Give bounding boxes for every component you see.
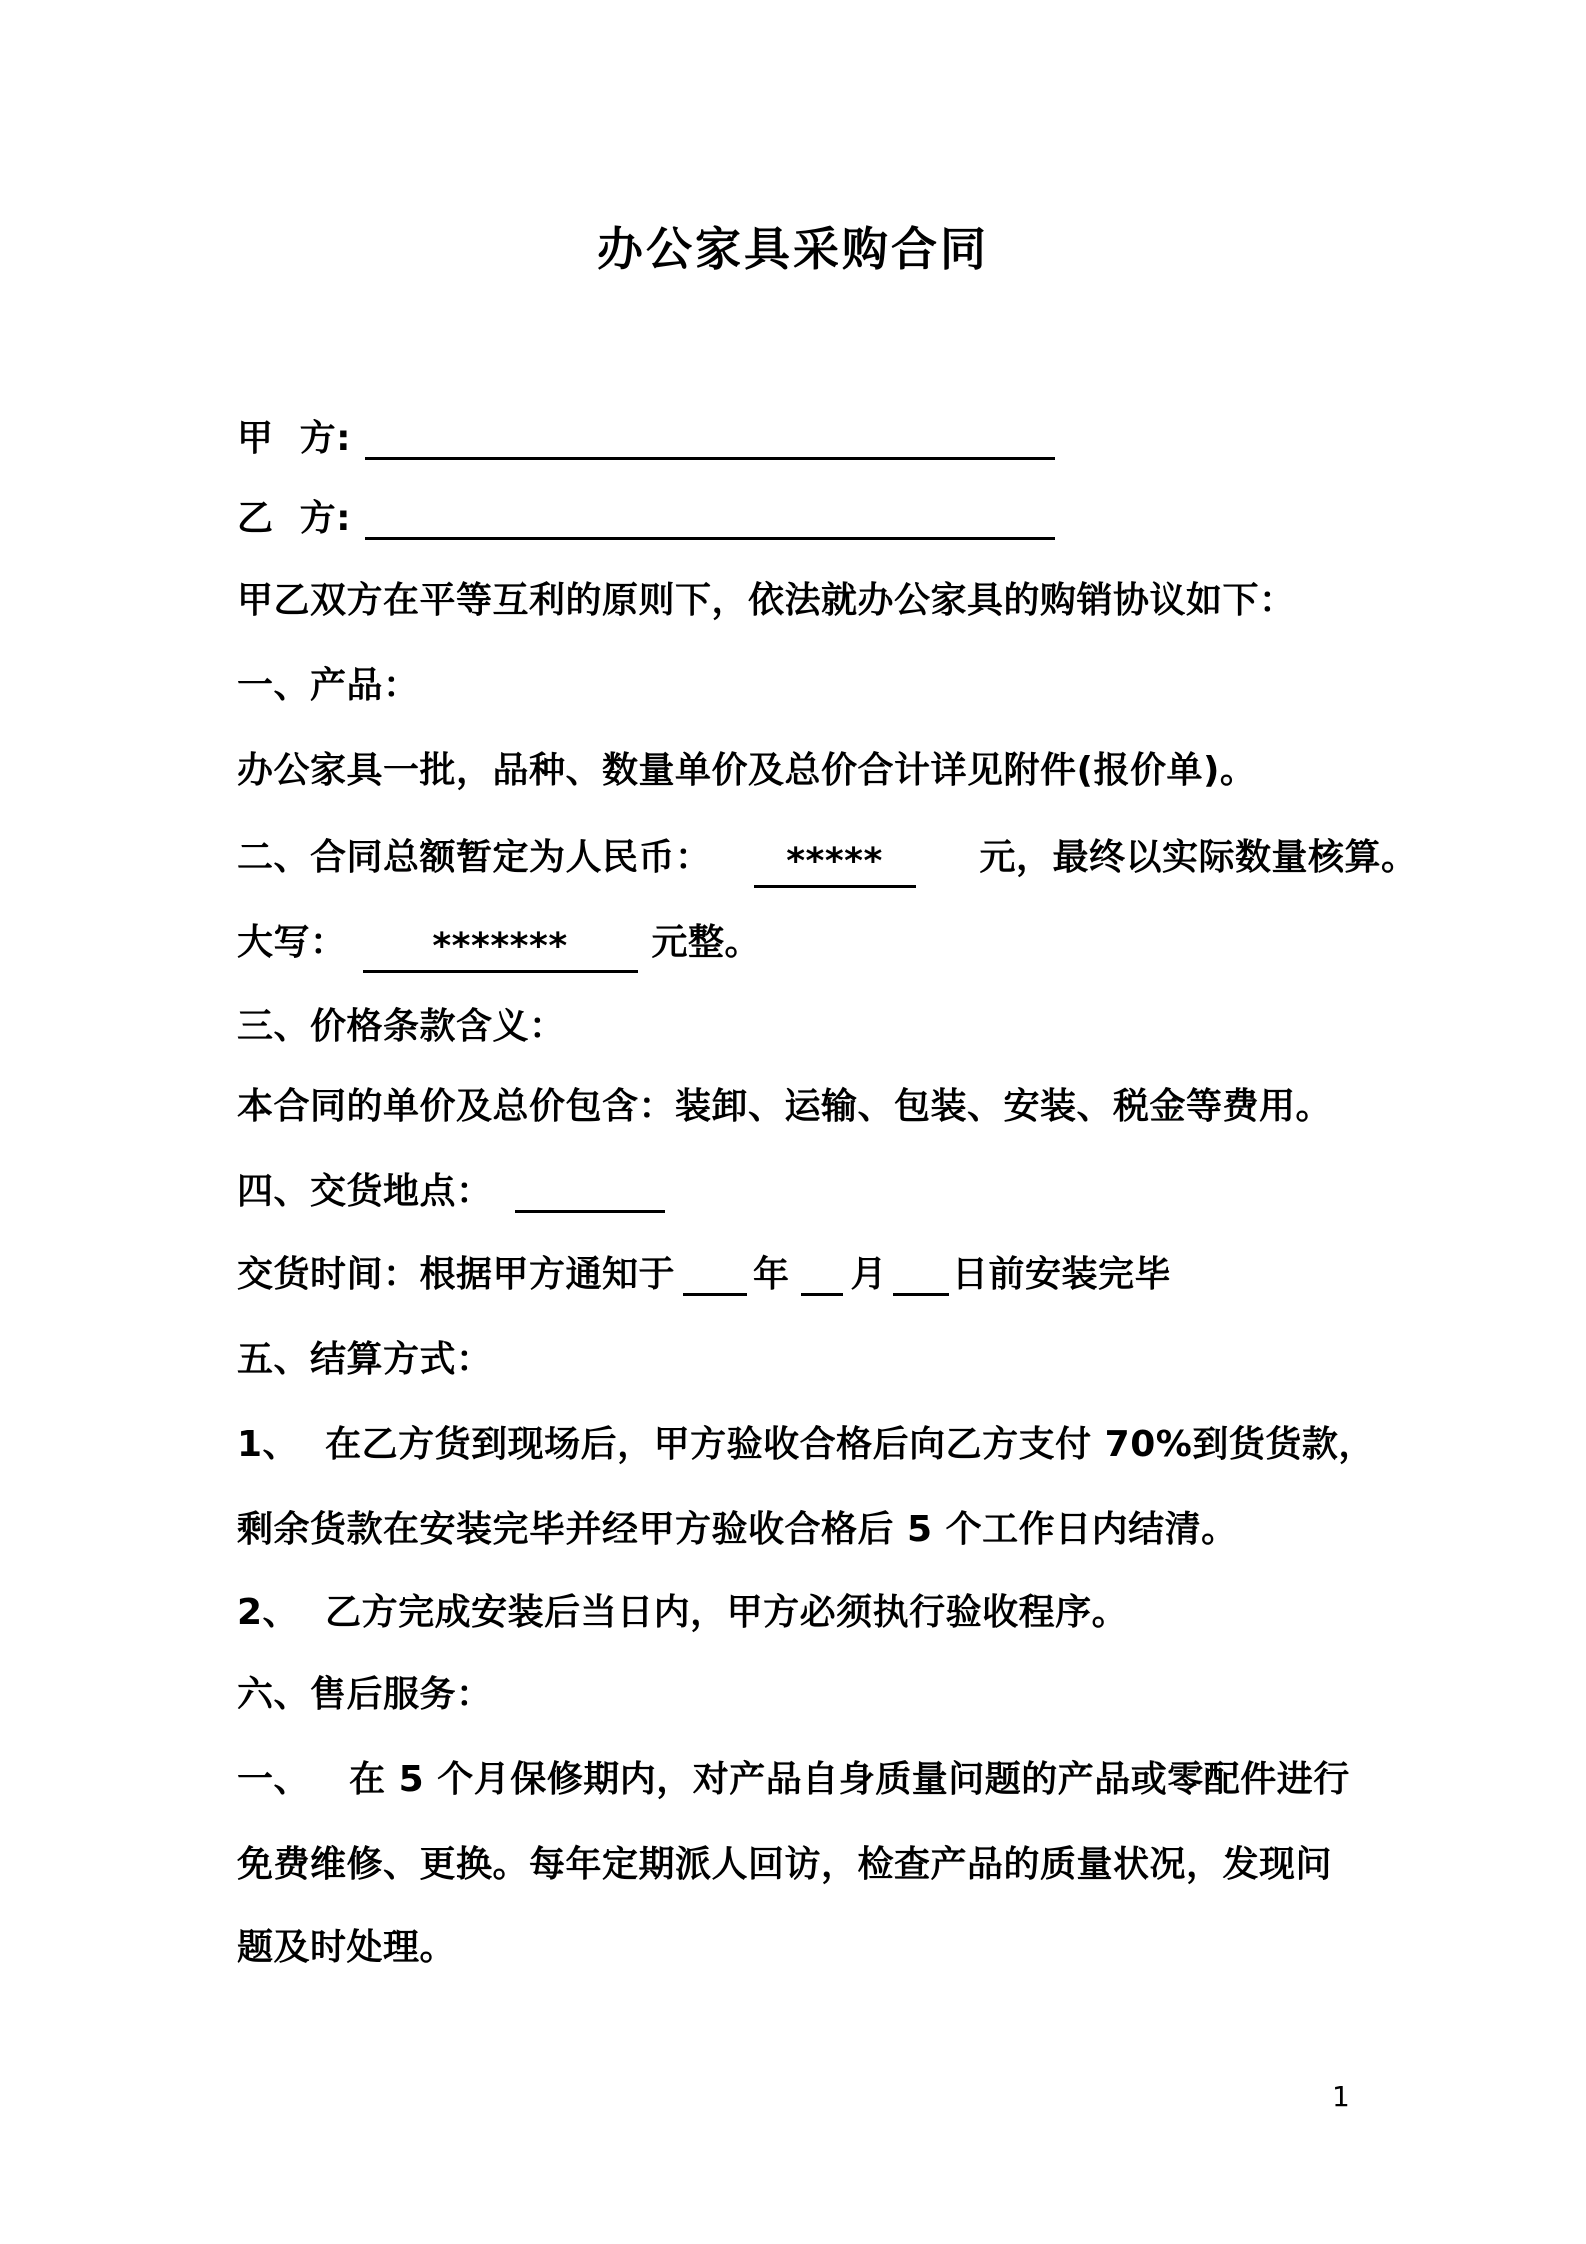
amount-in-words-row: [237, 920, 761, 969]
section-4-heading: 四、交货地点：: [237, 1171, 493, 1212]
section-3-heading: 三、价格条款含义：: [237, 1006, 566, 1047]
page-number: 1: [1332, 2080, 1350, 2113]
section-5-item-1-line-1: 1、 在乙方货到现场后，甲方验收合格后向乙方支付 70%到货货款，: [237, 1424, 1375, 1465]
section-2-prefix: 二、合同总额暂定为人民币：: [237, 837, 712, 878]
section-5-item-2: 2、 乙方完成安装后当日内，甲方必须执行验收程序。: [237, 1592, 1129, 1633]
section-5-item-1-line-2: 剩余货款在安装完毕并经甲方验收合格后 5 个工作日内结清。: [237, 1509, 1238, 1550]
section-6-heading: 六、售后服务：: [237, 1674, 493, 1715]
party-b-row: [237, 497, 1055, 541]
section-2-suffix: 元，最终以实际数量核算。: [979, 837, 1418, 878]
delivery-month-blank: [801, 1293, 843, 1296]
section-1-body: 办公家具一批，品种、数量单价及总价合计详见附件(报价单)。: [237, 750, 1257, 791]
delivery-time-prefix: 交货时间：根据甲方通知于: [237, 1254, 676, 1295]
section-5-heading: 五、结算方式：: [237, 1339, 493, 1380]
delivery-year-label: 年: [753, 1254, 790, 1295]
party-a-row: [237, 417, 1055, 461]
delivery-place-blank: [515, 1210, 665, 1213]
delivery-time-row: [237, 1253, 1171, 1297]
section-3-body: 本合同的单价及总价包含：装卸、运输、包装、安装、税金等费用。: [237, 1086, 1333, 1127]
section-4-row: [237, 1170, 665, 1214]
party-a-blank-line: [365, 457, 1055, 460]
section-6-item-1-line-2: 免费维修、更换。每年定期派人回访，检查产品的质量状况，发现问: [237, 1844, 1333, 1885]
contract-amount-blank: *****: [754, 839, 916, 888]
section-1-heading: 一、产品：: [237, 665, 420, 706]
amount-in-words-suffix: 元整。: [651, 922, 762, 963]
document-title: 办公家具采购合同: [597, 222, 989, 276]
party-b-label: 乙 方:: [237, 498, 351, 539]
delivery-day-suffix: 日前安装完毕: [952, 1254, 1172, 1295]
party-b-blank-line: [365, 537, 1055, 540]
section-2-row: [237, 835, 1418, 884]
delivery-month-label: 月: [850, 1254, 888, 1295]
delivery-year-blank: [683, 1293, 747, 1296]
section-6-item-1-line-1: 一、 在 5 个月保修期内，对产品自身质量问题的产品或零配件进行: [237, 1759, 1350, 1800]
section-6-item-1-line-3: 题及时处理。: [237, 1927, 457, 1968]
amount-in-words-label: 大写：: [237, 922, 347, 963]
amount-in-words-blank: *******: [363, 924, 638, 973]
intro-paragraph: 甲乙双方在平等互利的原则下，依法就办公家具的购销协议如下：: [237, 580, 1296, 621]
party-a-label: 甲 方:: [237, 418, 351, 459]
delivery-day-blank: [893, 1293, 949, 1296]
